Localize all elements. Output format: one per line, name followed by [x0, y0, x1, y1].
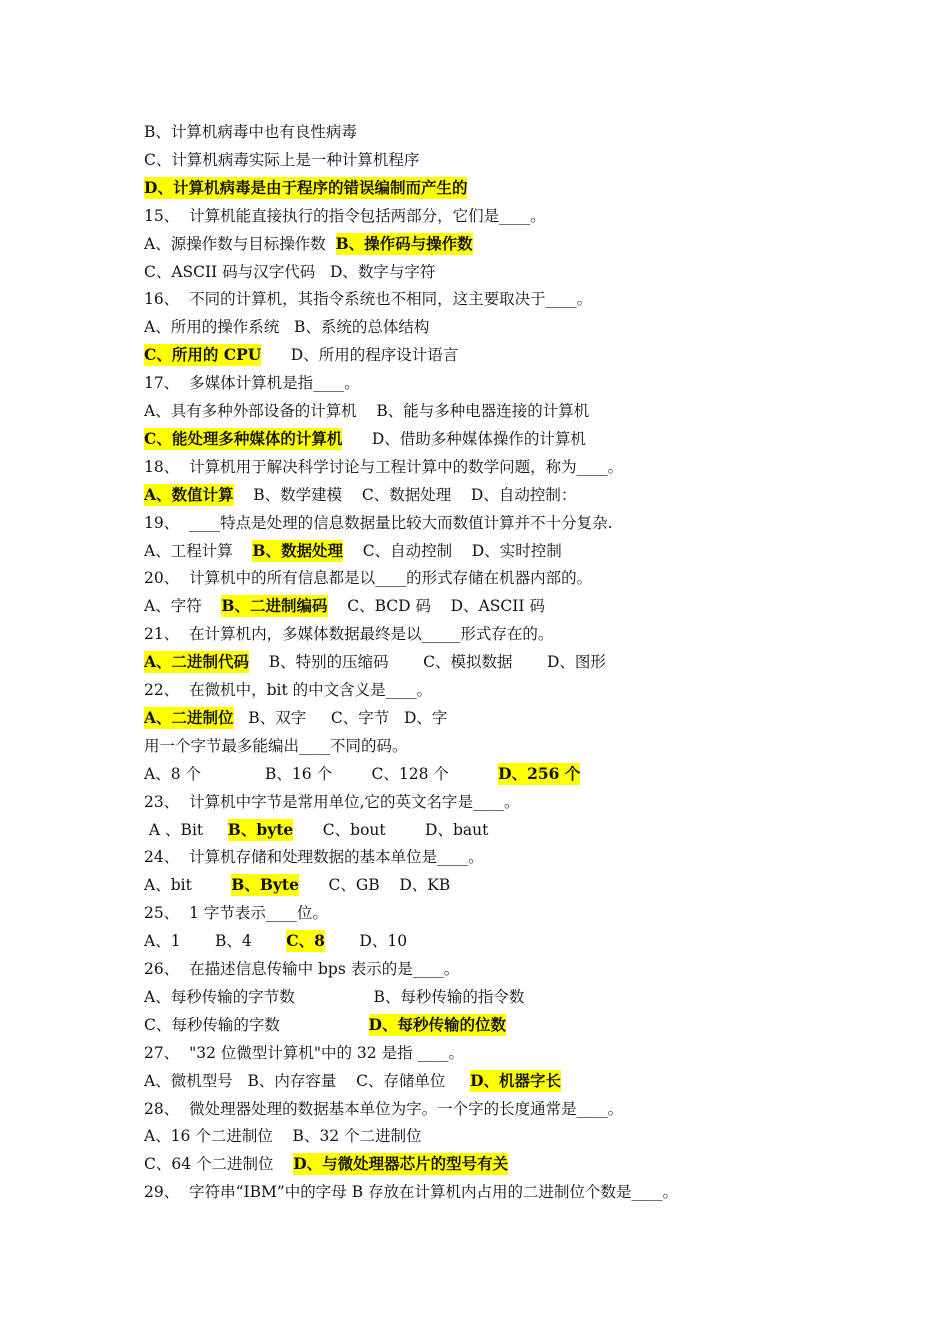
text-segment: 19、 ____特点是处理的信息数据量比较大而数值计算并不十分复杂.: [144, 513, 613, 532]
text-line: [144, 1070, 561, 1092]
text-line: [144, 1014, 506, 1036]
text-segment: 27、 "32 位微型计算机"中的 32 是指 ____。: [144, 1043, 464, 1062]
text-segment: C、ASCII 码与汉字代码 D、数字与字符: [144, 262, 436, 281]
text-line: [144, 651, 606, 673]
text-line: [144, 205, 546, 227]
text-segment: 26、 在描述信息传输中 bps 表示的是____。: [144, 960, 460, 978]
text-segment: D、10: [324, 932, 408, 951]
text-line: [144, 428, 586, 450]
text-segment: D、所用的程序设计语言: [261, 346, 459, 365]
highlighted-answer: B、byte: [227, 819, 294, 839]
text-segment: A、具有多种外部设备的计算机 B、能与多种电器连接的计算机: [144, 402, 590, 420]
text-segment: A、1 B、4: [144, 932, 287, 951]
highlighted-answer: D、机器字长: [470, 1070, 562, 1090]
text-segment: A、所用的操作系统 B、系统的总体结构: [144, 318, 430, 337]
text-segment: 29、 字符串“IBM”中的字母 B 存放在计算机内占用的二进制位个数是____。: [144, 1183, 679, 1202]
text-segment: 25、 1 字节表示____位。: [144, 904, 328, 923]
text-line: [144, 623, 553, 645]
text-segment: 20、 计算机中的所有信息都是以____的形式存储在机器内部的。: [144, 569, 593, 588]
text-segment: B、双字 C、字节 D、字: [233, 708, 448, 727]
text-line: [144, 874, 450, 896]
text-segment: B、数学建模 C、数据处理 D、自动控制：: [233, 485, 577, 504]
text-line: [144, 846, 484, 868]
text-line: [144, 1098, 623, 1120]
text-segment: 28、 微处理器处理的数据基本单位为字。一个字的长度通常是____。: [144, 1099, 624, 1118]
text-segment: A、微机型号 B、内存容量 C、存储单位: [144, 1071, 471, 1090]
text-segment: C、BCD 码 D、ASCII 码: [327, 597, 545, 616]
text-segment: C、GB D、KB: [298, 876, 451, 895]
text-line: [144, 121, 357, 143]
text-line: [144, 149, 419, 171]
text-line: [144, 763, 580, 785]
text-line: [144, 456, 623, 478]
text-segment: C、计算机病毒实际上是一种计算机程序: [144, 150, 420, 169]
text-line: [144, 316, 429, 338]
highlighted-answer: D、每秒传输的位数: [368, 1014, 506, 1034]
text-line: [144, 1125, 422, 1147]
text-segment: 18、 计算机用于解决科学讨论与工程计算中的数学问题，称为____。: [144, 457, 624, 476]
highlighted-answer: D、256 个: [498, 763, 581, 783]
text-segment: B、特别的压缩码 C、模拟数据 D、图形: [249, 653, 606, 672]
highlighted-answer: B、数据处理: [252, 540, 344, 560]
highlighted-answer: A、二进制位: [144, 707, 234, 727]
text-segment: A、字符: [144, 597, 222, 616]
text-line: [144, 288, 592, 310]
text-line: [144, 735, 408, 757]
highlighted-answer: D、与微处理器芯片的型号有关: [293, 1154, 509, 1174]
text-segment: C、64 个二进制位: [144, 1155, 294, 1174]
highlighted-answer: A、二进制代码: [144, 652, 250, 672]
text-segment: C、bout D、baut: [293, 820, 489, 839]
text-line: [144, 484, 576, 506]
text-line: [144, 177, 467, 199]
highlighted-answer: B、二进制编码: [221, 596, 328, 616]
text-line: [144, 958, 459, 980]
text-line: [144, 819, 488, 841]
text-line: [144, 1181, 678, 1203]
text-line: [144, 540, 562, 562]
text-segment: 16、 不同的计算机，其指令系统也不相同，这主要取决于____。: [144, 290, 593, 309]
highlighted-answer: C、能处理多种媒体的计算机: [144, 428, 343, 448]
text-line: [144, 986, 524, 1008]
text-line: [144, 679, 432, 701]
highlighted-answer: C、8: [286, 931, 325, 951]
text-line: [144, 707, 447, 729]
text-line: [144, 512, 613, 534]
text-line: [144, 1153, 508, 1175]
text-segment: A、每秒传输的字节数 B、每秒传输的指令数: [144, 987, 525, 1006]
highlighted-answer: C、所用的 CPU: [144, 345, 262, 365]
highlighted-answer: A、数值计算: [144, 484, 234, 504]
highlighted-answer: B、操作码与操作数: [335, 233, 473, 253]
text-segment: A、16 个二进制位 B、32 个二进制位: [144, 1127, 422, 1146]
text-line: [144, 902, 328, 924]
text-segment: A、源操作数与目标操作数: [144, 234, 336, 253]
text-segment: C、每秒传输的字数: [144, 1015, 369, 1034]
text-segment: A、工程计算: [144, 541, 253, 560]
text-segment: C、自动控制 D、实时控制: [343, 541, 562, 560]
text-segment: 21、 在计算机内，多媒体数据最终是以_____形式存在的。: [144, 625, 554, 644]
text-segment: A、bit: [144, 876, 232, 895]
text-line: [144, 372, 360, 394]
text-line: [144, 1042, 464, 1064]
text-segment: A、8 个 B、16 个 C、128 个: [144, 764, 499, 783]
text-segment: A 、Bit: [144, 820, 228, 839]
text-line: [144, 930, 407, 952]
text-segment: 23、 计算机中字节是常用单位,它的英文名字是____。: [144, 792, 520, 811]
highlighted-answer: D、计算机病毒是由于程序的错误编制而产生的: [144, 177, 468, 197]
text-line: [144, 595, 545, 617]
text-line: [144, 233, 473, 255]
text-segment: B、计算机病毒中也有良性病毒: [144, 123, 357, 141]
text-line: [144, 567, 592, 589]
text-segment: D、借助多种媒体操作的计算机: [342, 429, 586, 448]
text-segment: 17、 多媒体计算机是指____。: [144, 374, 360, 393]
text-line: [144, 791, 520, 813]
text-line: [144, 400, 589, 422]
text-segment: 15、 计算机能直接执行的指令包括两部分，它们是____。: [144, 206, 546, 225]
text-segment: 用一个字节最多能编出____不同的码。: [144, 736, 408, 755]
text-segment: 24、 计算机存储和处理数据的基本单位是____。: [144, 848, 484, 867]
text-segment: 22、 在微机中，bit 的中文含义是____。: [144, 681, 433, 699]
highlighted-answer: B、Byte: [231, 875, 299, 895]
text-line: [144, 261, 435, 283]
text-line: [144, 344, 458, 366]
